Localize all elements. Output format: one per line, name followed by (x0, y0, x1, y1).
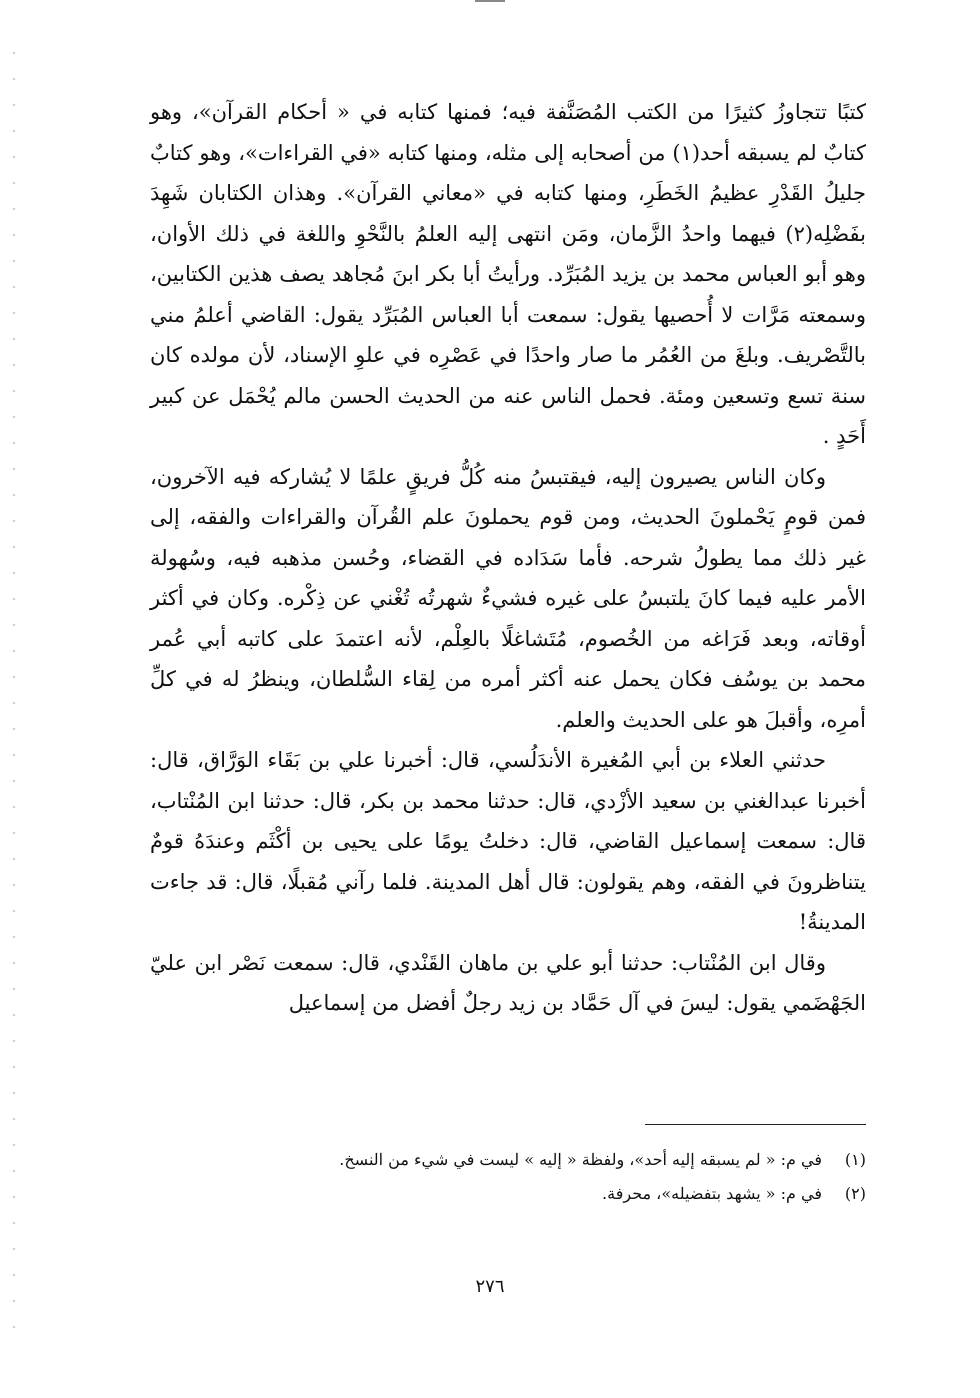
paragraph-4: وقال ابن المُنْتاب: حدثنا أبو علي بن ماهان القَنْدي، قال: سمعت نَصْر ابن عليّ الجَهْضَمي يقول: ليسَ في آل حَمَّاد بن زيد رجلٌ أفضل من إسماعيل (150, 950, 866, 1015)
paragraph-1: كتبًا تتجاوزُ كثيرًا من الكتب المُصَنَّفة فيه؛ فمنها كتابه في « أحكام القرآن»، وهو كتابٌ لم يسبقه أحد(١) من أصحابه إلى مثله، ومنها كتابه «في القراءات»، وهو كتابٌ جليلُ القَدْرِ عظيمُ الخَطَرِ، ومنها كتابه في «معاني القرآن». وهذان الكتابان شَهِدَ بفَضْلِه(٢) فيهما واحدُ الزَّمان، ومَن انتهى إليه العلمُ بالنَّحْوِ واللغة في ذلك الأوان، وهو أبو العباس محمد بن يزيد المُبَرِّد. ورأيتُ أبا بكر ابنَ مُجاهد يصف هذين الكتابين، وسمعته مَرَّات لا أُحصيها يقول: سمعت أبا العباس المُبَرِّد يقول: القاضي أعلمُ مني بالتَّصْريف. وبلغَ من العُمُر ما صار واحدًا في عَصْرِه في علوِ الإسناد، لأن مولده كان سنة تسع وتسعين ومئة. فحمل الناس عنه من الحديث الحسن مالم يُحْمَل عن كبير أَحَدٍ . (150, 100, 867, 448)
page-number: ٢٧٦ (475, 1276, 505, 1297)
footnote-2 (300, 1177, 866, 1211)
scan-top-mark (475, 0, 505, 2)
footnote-separator (645, 1124, 866, 1125)
paragraph-3: حدثني العلاء بن أبي المُغيرة الأندَلُسي، قال: أخبرنا علي بن بَقَاء الوَرَّاق، قال: أخبرنا عبدالغني بن سعيد الأزْدي، قال: حدثنا محمد بن بكر، قال: حدثنا ابن المُنْتاب، قال: سمعت إسماعيل القاضي، قال: دخلتُ يومًا على يحيى بن أكْثَم وعندَهُ قومٌ يتناظرونَ في الفقه، وهم يقولون: قال أهل المدينة. فلما رآني مُقبلًا، قال: قد جاءت المدينةُ! (150, 748, 866, 934)
main-text (150, 92, 866, 1024)
footnote-2-text: في م: « يشهد بتفضيله»، محرفة. (602, 1184, 822, 1203)
footnote-1-number: (١) (844, 1150, 866, 1169)
paragraph-2: وكان الناس يصيرون إليه، فيقتبسُ منه كُلُّ فريقٍ علمًا لا يُشاركه فيه الآخرون، فمن قومٍ يَحْملونَ الحديث، ومن قوم يحملونَ علم القُرآن والقراءات والفقه، إلى غير ذلك مما يطولُ شرحه. فأما سَدَاده في القضاء، وحُسن مذهبه فيه، وسُهولة الأمر عليه فيما كانَ يلتبسُ على غيره فشيءٌ شهرتُه تُغْني عن ذِكْره. وكان في أكثر أوقاته، وبعد فَرَاغه من الخُصوم، مُتَشاغلًا بالعِلْم، لأنه اعتمدَ على كاتبه أبي عُمر محمد بن يوسُف فكان يحمل عنه أكثر أمره من لِقاء السُّلطان، وينظرُ له في كلِّ أمرِه، وأقبلَ هو على الحديث والعلم. (150, 464, 866, 732)
footnotes (300, 1143, 866, 1211)
footnote-1 (300, 1143, 866, 1177)
footnote-2-number: (٢) (844, 1184, 866, 1203)
footnote-1-text: في م: « لم يسبقه إليه أحد»، ولفظة « إليه » ليست في شيء من النسخ. (339, 1150, 822, 1169)
scan-margin-dots (12, 40, 16, 1340)
